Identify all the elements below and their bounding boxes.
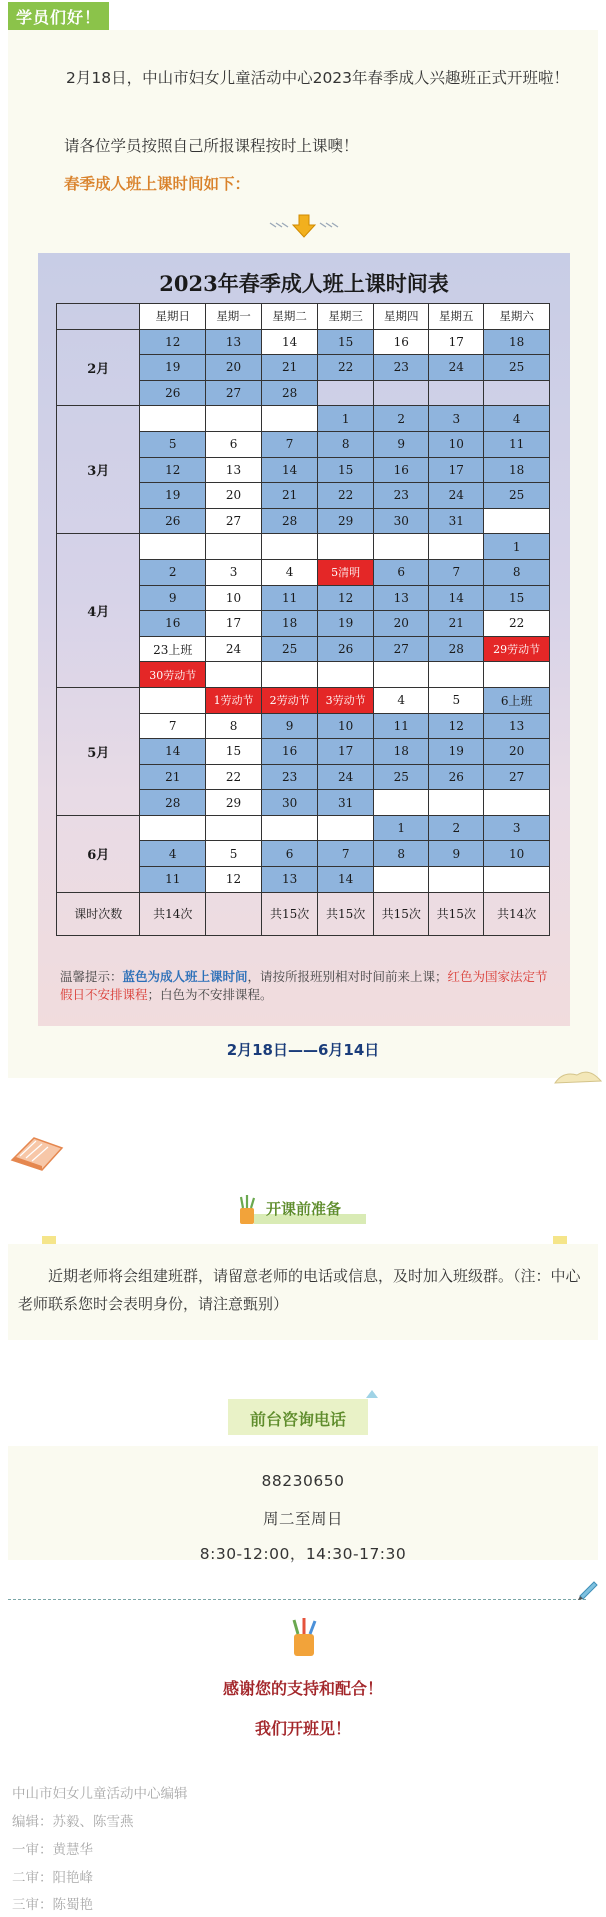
date-cell: 26 xyxy=(140,380,206,406)
date-cell: 22 xyxy=(318,483,374,509)
date-cell: 8 xyxy=(484,559,550,585)
count-cell: 共15次 xyxy=(318,892,374,935)
date-cell: 24 xyxy=(429,483,484,509)
date-cell xyxy=(318,662,374,688)
credit-line: 中山市妇女儿童活动中心编辑 xyxy=(12,1786,188,1802)
date-cell: 18 xyxy=(262,611,318,637)
date-cell: 15 xyxy=(206,739,262,765)
date-cell: 1 xyxy=(374,815,429,841)
credit-line: 编辑：苏毅、陈雪燕 xyxy=(12,1814,134,1830)
date-cell: 27 xyxy=(484,764,550,790)
date-cell: 1劳动节 xyxy=(206,687,262,713)
month-label: 3月 xyxy=(57,406,140,534)
date-cell xyxy=(140,406,206,432)
table-row xyxy=(57,687,550,713)
weekday-header: 星期四 xyxy=(374,304,429,330)
date-cell xyxy=(484,790,550,816)
weekday-header: 星期五 xyxy=(429,304,484,330)
intro-reminder: 请各位学员按照自己所报课程按时上课噢！ xyxy=(64,137,359,155)
date-cell: 2劳动节 xyxy=(262,687,318,713)
date-cell xyxy=(374,790,429,816)
date-cell: 12 xyxy=(318,585,374,611)
intro-paragraph: 2月18日，中山市妇女儿童活动中心2023年春季成人兴趣班正式开班啦！ xyxy=(66,69,570,87)
date-cell: 23上班 xyxy=(140,636,206,662)
date-cell: 15 xyxy=(318,329,374,355)
date-cell: 12 xyxy=(429,713,484,739)
schedule-heading: 春季成人班上课时间如下： xyxy=(64,175,251,193)
date-cell: 13 xyxy=(206,457,262,483)
date-cell: 9 xyxy=(262,713,318,739)
date-cell: 2 xyxy=(140,559,206,585)
date-cell xyxy=(429,867,484,893)
date-cell: 26 xyxy=(140,508,206,534)
count-cell: 共14次 xyxy=(140,892,206,935)
date-cell: 9 xyxy=(374,431,429,457)
date-cell: 24 xyxy=(318,764,374,790)
weekday-header: 星期日 xyxy=(140,304,206,330)
schedule-legend-note xyxy=(60,968,550,1004)
date-cell: 5 xyxy=(140,431,206,457)
date-cell: 28 xyxy=(140,790,206,816)
date-cell: 22 xyxy=(318,355,374,381)
date-cell: 13 xyxy=(374,585,429,611)
weekday-header: 星期六 xyxy=(484,304,550,330)
note-red-text: 红色为国家法定节假日不安排课程 xyxy=(60,969,548,1002)
consult-section-title xyxy=(228,1399,368,1435)
date-cell: 25 xyxy=(374,764,429,790)
date-cell: 12 xyxy=(140,457,206,483)
date-cell xyxy=(484,867,550,893)
date-cell: 26 xyxy=(318,636,374,662)
date-cell: 23 xyxy=(262,764,318,790)
date-cell xyxy=(206,406,262,432)
date-cell: 3 xyxy=(484,815,550,841)
date-cell: 16 xyxy=(140,611,206,637)
date-cell: 6 xyxy=(374,559,429,585)
date-cell: 28 xyxy=(429,636,484,662)
date-cell: 8 xyxy=(318,431,374,457)
date-cell: 17 xyxy=(429,329,484,355)
date-cell: 7 xyxy=(140,713,206,739)
date-cell: 19 xyxy=(429,739,484,765)
date-range: 2月18日——6月14日 xyxy=(226,1041,380,1059)
date-cell: 9 xyxy=(429,841,484,867)
date-cell: 5 xyxy=(429,687,484,713)
date-cell: 16 xyxy=(262,739,318,765)
count-cell: 共14次 xyxy=(484,892,550,935)
date-cell: 30劳动节 xyxy=(140,662,206,688)
note-suffix-text: ；白色为不安排课程。 xyxy=(147,987,273,1002)
date-cell: 1 xyxy=(318,406,374,432)
book-icon xyxy=(8,1130,68,1172)
date-cell xyxy=(262,406,318,432)
date-cell: 28 xyxy=(262,380,318,406)
date-cell: 24 xyxy=(429,355,484,381)
date-cell: 22 xyxy=(206,764,262,790)
date-cell: 15 xyxy=(318,457,374,483)
date-cell: 20 xyxy=(374,611,429,637)
date-cell: 19 xyxy=(318,611,374,637)
thanks-line: 感谢您的支持和配合！ xyxy=(222,1679,383,1698)
date-cell: 25 xyxy=(484,355,550,381)
note-middle-text: ，请按所报班别相对时间前来上课； xyxy=(247,969,448,984)
date-cell xyxy=(374,662,429,688)
date-cell: 23 xyxy=(374,483,429,509)
date-cell: 19 xyxy=(140,483,206,509)
date-cell xyxy=(262,662,318,688)
date-cell: 4 xyxy=(374,687,429,713)
date-cell: 10 xyxy=(206,585,262,611)
consult-days: 周二至周日 xyxy=(262,1510,343,1528)
date-cell: 27 xyxy=(206,380,262,406)
date-cell: 3 xyxy=(206,559,262,585)
date-cell xyxy=(318,380,374,406)
date-cell: 21 xyxy=(140,764,206,790)
weekday-header: 星期三 xyxy=(318,304,374,330)
date-cell xyxy=(484,662,550,688)
date-cell: 2 xyxy=(374,406,429,432)
date-cell: 14 xyxy=(262,329,318,355)
date-cell: 4 xyxy=(262,559,318,585)
date-cell: 10 xyxy=(484,841,550,867)
date-cell: 5 xyxy=(206,841,262,867)
date-cell xyxy=(140,815,206,841)
date-cell: 9 xyxy=(140,585,206,611)
count-cell xyxy=(206,892,262,935)
count-cell: 共15次 xyxy=(262,892,318,935)
date-cell: 18 xyxy=(484,329,550,355)
pencil-cup-icon xyxy=(286,1616,322,1658)
date-cell: 2 xyxy=(429,815,484,841)
date-cell xyxy=(429,790,484,816)
month-label: 6月 xyxy=(57,815,140,892)
date-cell: 20 xyxy=(206,355,262,381)
date-cell: 7 xyxy=(429,559,484,585)
date-cell xyxy=(374,867,429,893)
date-cell: 16 xyxy=(374,329,429,355)
date-cell: 11 xyxy=(262,585,318,611)
date-cell: 30 xyxy=(262,790,318,816)
date-cell: 6上班 xyxy=(484,687,550,713)
date-cell xyxy=(206,662,262,688)
date-cell xyxy=(429,662,484,688)
pencil-cup-icon xyxy=(236,1194,258,1226)
date-cell xyxy=(318,534,374,560)
date-cell: 10 xyxy=(318,713,374,739)
count-header: 课时次数 xyxy=(57,892,140,935)
credit-line: 三审：陈蜀艳 xyxy=(12,1897,93,1913)
date-cell xyxy=(206,534,262,560)
date-cell: 5清明 xyxy=(318,559,374,585)
prep-title-text: 开课前准备 xyxy=(266,1200,342,1218)
date-cell: 20 xyxy=(484,739,550,765)
date-cell: 14 xyxy=(318,867,374,893)
note-prefix: 温馨提示： xyxy=(60,969,123,984)
date-cell: 11 xyxy=(374,713,429,739)
date-cell: 7 xyxy=(318,841,374,867)
date-cell xyxy=(374,380,429,406)
date-cell: 18 xyxy=(374,739,429,765)
month-label: 5月 xyxy=(57,687,140,815)
weekday-header: 星期二 xyxy=(262,304,318,330)
date-cell: 25 xyxy=(262,636,318,662)
date-cell: 14 xyxy=(262,457,318,483)
date-cell: 4 xyxy=(484,406,550,432)
date-cell: 16 xyxy=(374,457,429,483)
date-cell: 30 xyxy=(374,508,429,534)
date-cell: 8 xyxy=(206,713,262,739)
date-cell xyxy=(318,815,374,841)
cloud-decoration-icon xyxy=(553,1070,603,1084)
greeting-badge: 学员们好！ xyxy=(8,2,109,31)
date-cell: 13 xyxy=(484,713,550,739)
date-cell: 27 xyxy=(374,636,429,662)
prep-text: 近期老师将会组建班群，请留意老师的电话或信息，及时加入班级群。（注：中心老师联系您时会表明身份，请注意甄别） xyxy=(18,1267,581,1313)
date-cell: 21 xyxy=(429,611,484,637)
date-cell xyxy=(206,815,262,841)
credit-line: 一审：黄慧华 xyxy=(12,1842,93,1858)
consult-title-text: 前台咨询电话 xyxy=(249,1410,346,1429)
date-cell: 7 xyxy=(262,431,318,457)
pencil-icon xyxy=(576,1576,600,1600)
date-cell: 29 xyxy=(318,508,374,534)
down-arrow-icon xyxy=(268,213,340,239)
prep-section-title xyxy=(236,1194,386,1228)
see-you-line: 我们开班见！ xyxy=(254,1719,351,1738)
date-cell: 15 xyxy=(484,585,550,611)
date-cell: 19 xyxy=(140,355,206,381)
date-cell: 10 xyxy=(429,431,484,457)
date-cell: 17 xyxy=(318,739,374,765)
date-cell: 29劳动节 xyxy=(484,636,550,662)
date-cell: 11 xyxy=(140,867,206,893)
consult-hours: 8:30-12:00，14:30-17:30 xyxy=(199,1545,407,1563)
date-cell: 17 xyxy=(206,611,262,637)
date-cell xyxy=(429,380,484,406)
date-cell: 14 xyxy=(429,585,484,611)
date-cell: 18 xyxy=(484,457,550,483)
date-cell xyxy=(484,508,550,534)
date-cell: 12 xyxy=(140,329,206,355)
date-cell: 4 xyxy=(140,841,206,867)
date-cell: 23 xyxy=(374,355,429,381)
date-cell: 21 xyxy=(262,483,318,509)
schedule-title: 2023年春季成人班上课时间表 xyxy=(159,271,449,296)
count-cell: 共15次 xyxy=(429,892,484,935)
date-cell xyxy=(429,534,484,560)
date-cell: 27 xyxy=(206,508,262,534)
date-cell xyxy=(140,534,206,560)
note-blue-text: 蓝色为成人班上课时间 xyxy=(122,969,248,984)
date-cell: 13 xyxy=(206,329,262,355)
date-cell: 12 xyxy=(206,867,262,893)
date-cell: 3 xyxy=(429,406,484,432)
date-cell: 14 xyxy=(140,739,206,765)
date-cell: 17 xyxy=(429,457,484,483)
date-cell: 6 xyxy=(262,841,318,867)
date-cell: 22 xyxy=(484,611,550,637)
count-cell: 共15次 xyxy=(374,892,429,935)
date-cell xyxy=(262,534,318,560)
date-cell: 31 xyxy=(318,790,374,816)
date-cell xyxy=(374,534,429,560)
date-cell: 11 xyxy=(484,431,550,457)
table-row xyxy=(57,406,550,432)
month-label: 2月 xyxy=(57,329,140,406)
date-cell: 21 xyxy=(262,355,318,381)
weekday-header: 星期一 xyxy=(206,304,262,330)
date-cell: 20 xyxy=(206,483,262,509)
table-row xyxy=(57,815,550,841)
date-cell xyxy=(262,815,318,841)
date-cell: 24 xyxy=(206,636,262,662)
date-cell: 26 xyxy=(429,764,484,790)
month-label: 4月 xyxy=(57,534,140,688)
date-cell xyxy=(140,687,206,713)
date-cell: 6 xyxy=(206,431,262,457)
table-row xyxy=(57,534,550,560)
schedule-table xyxy=(56,303,550,936)
date-cell: 8 xyxy=(374,841,429,867)
dotted-divider xyxy=(8,1599,586,1600)
date-cell xyxy=(484,380,550,406)
date-cell: 28 xyxy=(262,508,318,534)
date-cell: 3劳动节 xyxy=(318,687,374,713)
date-cell: 13 xyxy=(262,867,318,893)
table-corner xyxy=(57,304,140,330)
table-row xyxy=(57,329,550,355)
date-cell: 1 xyxy=(484,534,550,560)
consult-phone: 88230650 xyxy=(261,1472,345,1490)
date-cell: 25 xyxy=(484,483,550,509)
date-cell: 29 xyxy=(206,790,262,816)
date-cell: 31 xyxy=(429,508,484,534)
credit-line: 二审：阳艳峰 xyxy=(12,1870,93,1886)
